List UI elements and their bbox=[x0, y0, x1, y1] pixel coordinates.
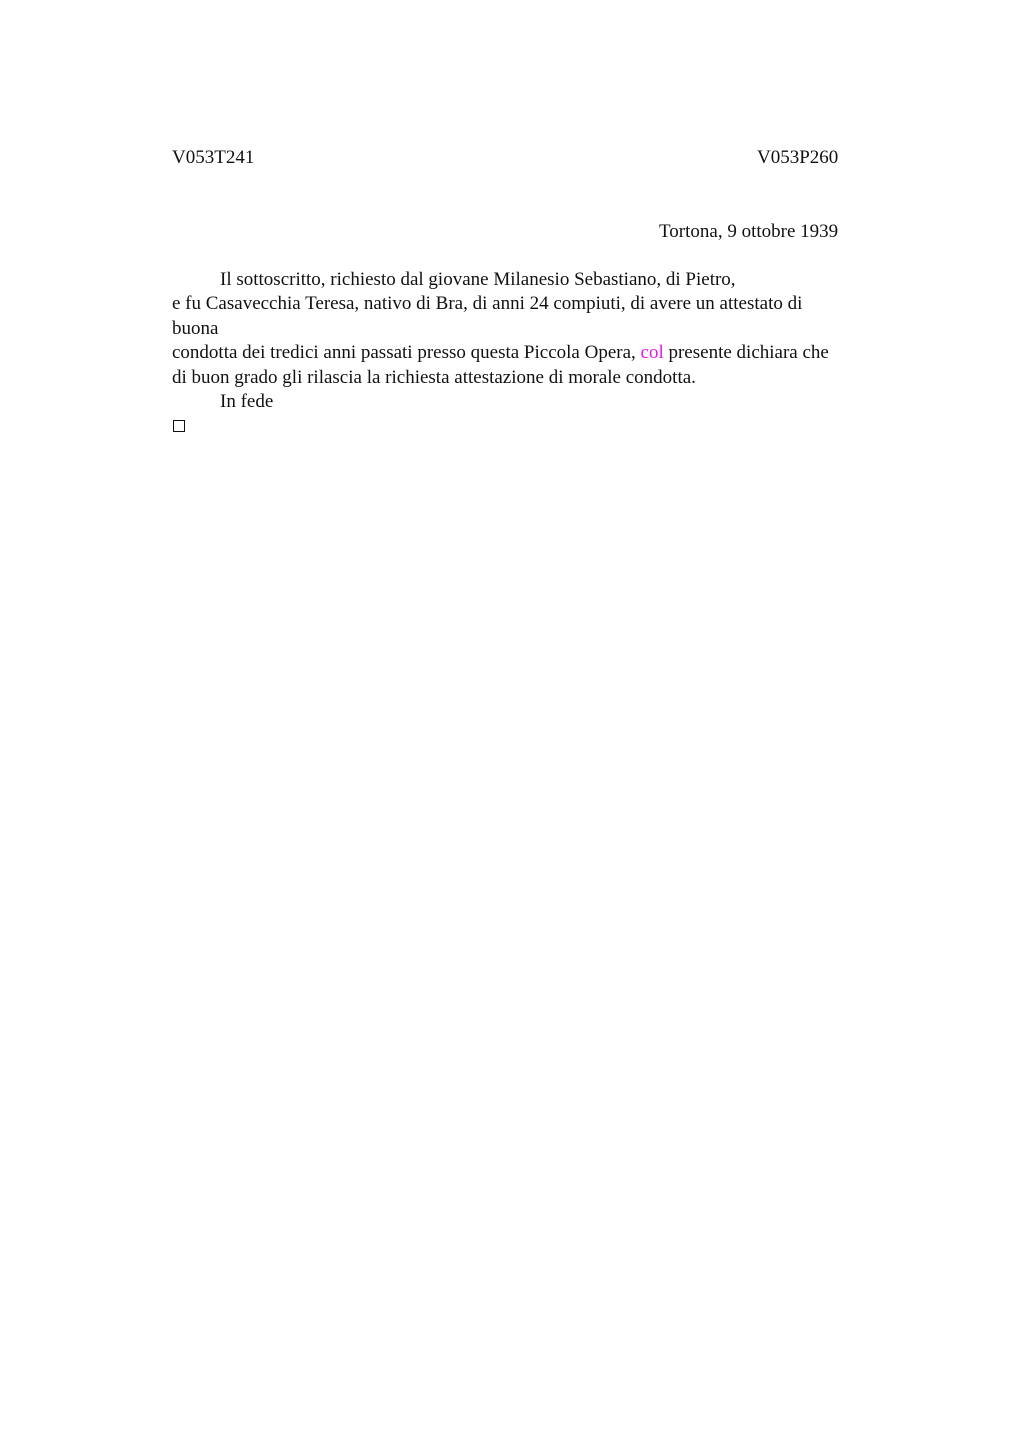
document-code-right: V053P260 bbox=[757, 147, 839, 168]
letter-text: condotta dei tredici anni passati presso questa Piccola Opera, bbox=[172, 342, 641, 364]
letter-line: buona bbox=[172, 317, 219, 339]
letter-line: di buon grado gli rilascia la richiesta attestazione di morale condotta. bbox=[172, 366, 696, 388]
place-date-line: Tortona, 9 ottobre 1939 bbox=[659, 221, 839, 242]
highlighted-word: col bbox=[640, 342, 664, 364]
closing-line: In fede bbox=[220, 391, 274, 413]
letter-body bbox=[172, 268, 902, 432]
letter-line: e fu Casavecchia Teresa, nativo di Bra, di anni 24 compiuti, di avere un attestato di bbox=[172, 293, 803, 315]
document-code-left: V053T241 bbox=[172, 147, 255, 168]
letter-line bbox=[172, 341, 902, 365]
letter-line: Il sottoscritto, richiesto dal giovane Milanesio Sebastiano, di Pietro, bbox=[220, 269, 736, 290]
letter-text: presente dichiara che bbox=[663, 342, 829, 364]
square-box-icon bbox=[173, 420, 185, 432]
